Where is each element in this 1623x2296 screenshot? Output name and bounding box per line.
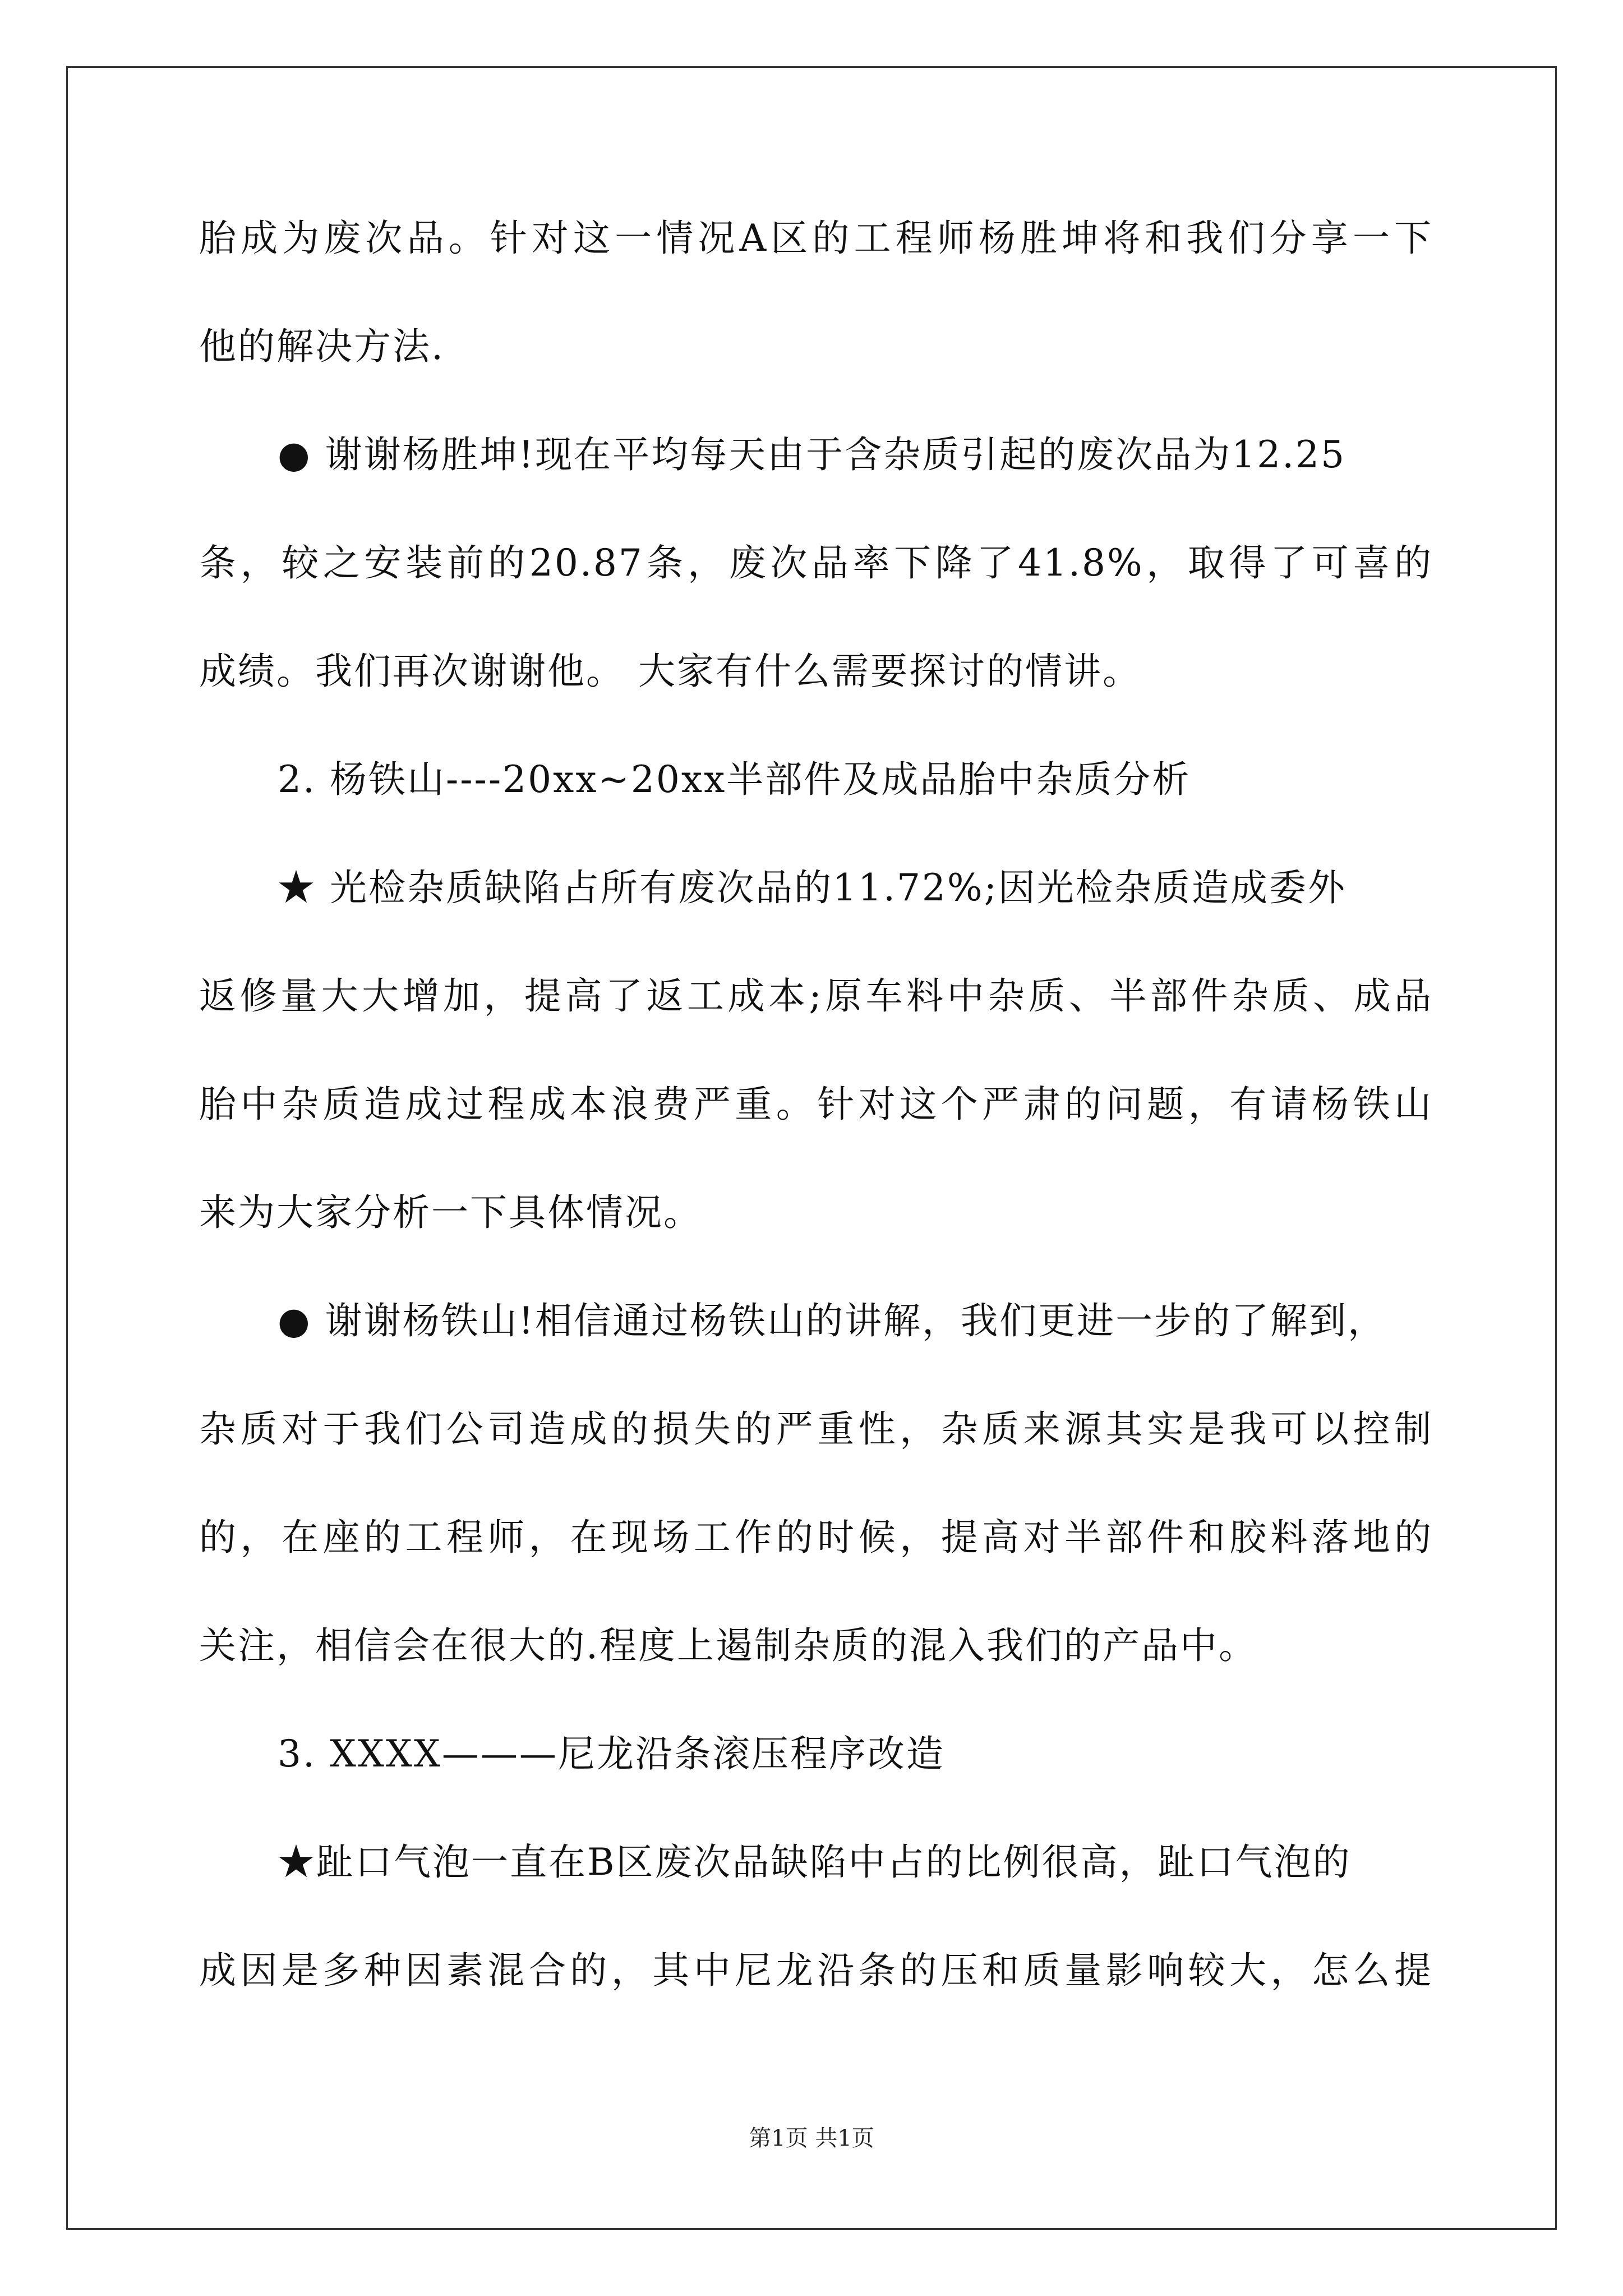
text-line: ★趾口气泡一直在B区废次品缺陷中占的比例很高，趾口气泡的	[278, 1841, 1352, 1884]
text-line: 成绩。我们再次谢谢他。 大家有什么需要探讨的情讲。	[199, 650, 1141, 693]
text-line: 他的解决方法.	[199, 325, 445, 368]
text-line: 的，在座的工程师，在现场工作的时候，提高对半部件和胶料落地的	[199, 1516, 1433, 1559]
text-line: ★ 光检杂质缺陷占所有废次品的11.72%;因光检杂质造成委外	[278, 866, 1347, 909]
text-line: 胎成为废次品。针对这一情况A区的工程师杨胜坤将和我们分享一下	[199, 217, 1433, 260]
text-line: 条，较之安装前的20.87条，废次品率下降了41.8%，取得了可喜的	[199, 541, 1433, 585]
text-line: ● 谢谢杨铁山!相信通过杨铁山的讲解，我们更进一步的了解到，	[278, 1299, 1387, 1342]
page-number-footer: 第1页 共1页	[749, 2125, 874, 2151]
text-line: 返修量大大增加，提高了返工成本;原车料中杂质、半部件杂质、成品	[199, 974, 1433, 1018]
text-line: 来为大家分析一下具体情况。	[199, 1191, 702, 1234]
section-heading: 2. 杨铁山----20xx~20xx半部件及成品胎中杂质分析	[278, 758, 1191, 801]
page-border	[66, 66, 1557, 2230]
text-line: 关注，相信会在很大的.程度上遏制杂质的混入我们的产品中。	[199, 1624, 1257, 1667]
text-line: 成因是多种因素混合的，其中尼龙沿条的压和质量影响较大，怎么提	[199, 1949, 1433, 1992]
section-heading: 3. XXXX———尼龙沿条滚压程序改造	[278, 1732, 945, 1775]
text-line: ● 谢谢杨胜坤!现在平均每天由于含杂质引起的废次品为12.25	[278, 433, 1347, 476]
text-line: 杂质对于我们公司造成的损失的严重性，杂质来源其实是我可以控制	[199, 1407, 1433, 1451]
text-line: 胎中杂质造成过程成本浪费严重。针对这个严肃的问题，有请杨铁山	[199, 1083, 1433, 1126]
